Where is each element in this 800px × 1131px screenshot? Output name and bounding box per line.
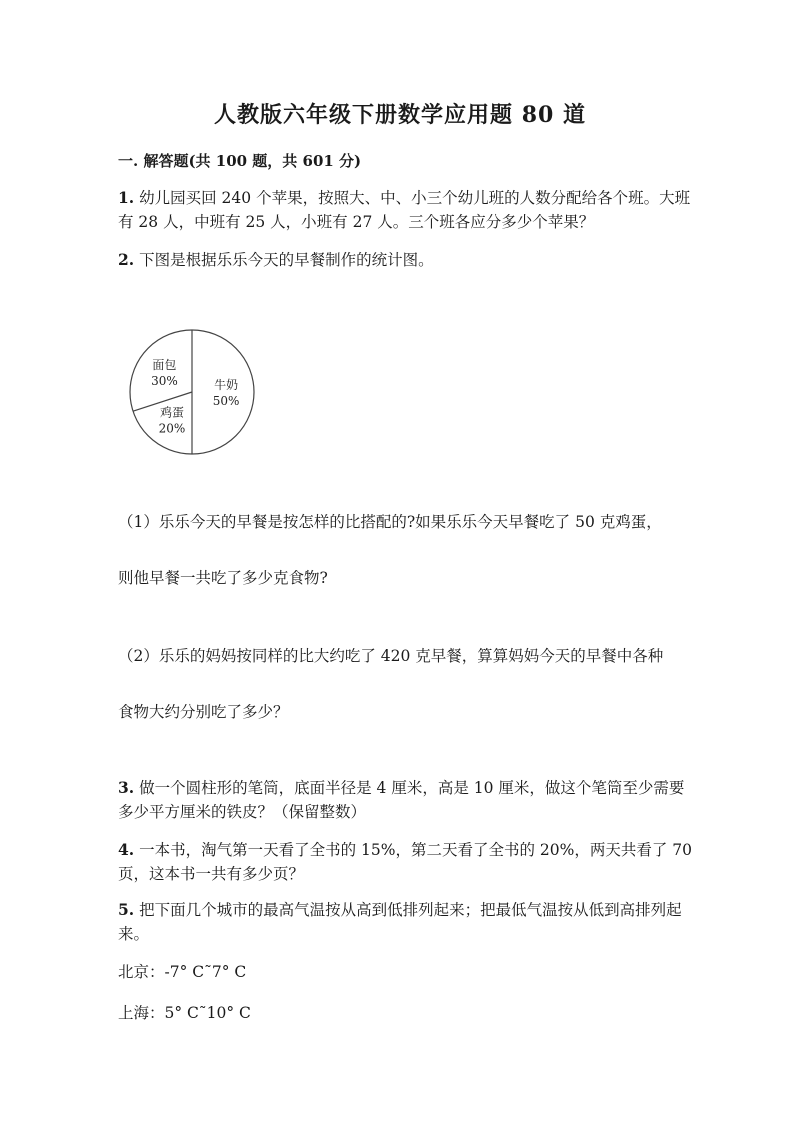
breakfast-pie-chart	[128, 327, 268, 462]
question-number: 4.	[118, 840, 135, 859]
city-temperature-beijing: 北京：-7° C˜7° C	[118, 963, 247, 981]
pie-slice-name: 鸡蛋	[159, 405, 184, 420]
question-2-part-1-line-2: 则他早餐一共吃了多少克食物?	[118, 569, 328, 587]
question-2-part-2-line-2: 食物大约分别吃了多少？	[118, 703, 289, 721]
city-temperature-shanghai: 上海：5° C˜10° C	[118, 1004, 251, 1022]
question-text: 幼儿园买回 240 个苹果，按照大、中、小三个幼儿班的人数分配给各个班。大班有 28 人，中班有 25 人，小班有 27 人。三个班各应分多少个苹果？	[118, 189, 691, 231]
pie-slice-percent: 20%	[158, 421, 186, 436]
question-number: 1.	[118, 188, 135, 207]
question-number: 2.	[118, 250, 135, 269]
question-text: 做一个圆柱形的笔筒，底面半径是 4 厘米，高是 10 厘米，做这个笔筒至少需要多少平方厘米的铁皮？（保留整数）	[118, 779, 685, 821]
question-text: 把下面几个城市的最高气温按从高到低排列起来；把最低气温按从低到高排列起来。	[118, 901, 682, 943]
section-heading: 一. 解答题(共 100 题，共 601 分)	[118, 152, 362, 170]
question-text: 一本书，淘气第一天看了全书的 15%，第二天看了全书的 20%，两天共看了 70 页，这本书一共有多少页？	[118, 841, 693, 883]
question-text: 下图是根据乐乐今天的早餐制作的统计图。	[139, 251, 434, 269]
question-3	[118, 776, 698, 824]
pie-slice-name: 面包	[152, 357, 177, 372]
pie-slice-percent: 50%	[212, 394, 240, 408]
question-5	[118, 898, 698, 946]
question-2	[118, 248, 698, 272]
question-1	[118, 186, 698, 234]
question-2-part-2-line-1: （2）乐乐的妈妈按同样的比大约吃了 420 克早餐，算算妈妈今天的早餐中各种	[118, 647, 664, 665]
question-number: 5.	[118, 900, 135, 919]
question-4	[118, 838, 698, 886]
question-2-part-1-line-1: （1）乐乐今天的早餐是按怎样的比搭配的?如果乐乐今天早餐吃了 50 克鸡蛋，	[118, 513, 662, 531]
question-number: 3.	[118, 778, 135, 797]
page-title: 人教版六年级下册数学应用题 80 道	[214, 102, 586, 128]
pie-slice-name: 牛奶	[214, 378, 239, 392]
pie-slice-percent: 30%	[151, 373, 178, 388]
